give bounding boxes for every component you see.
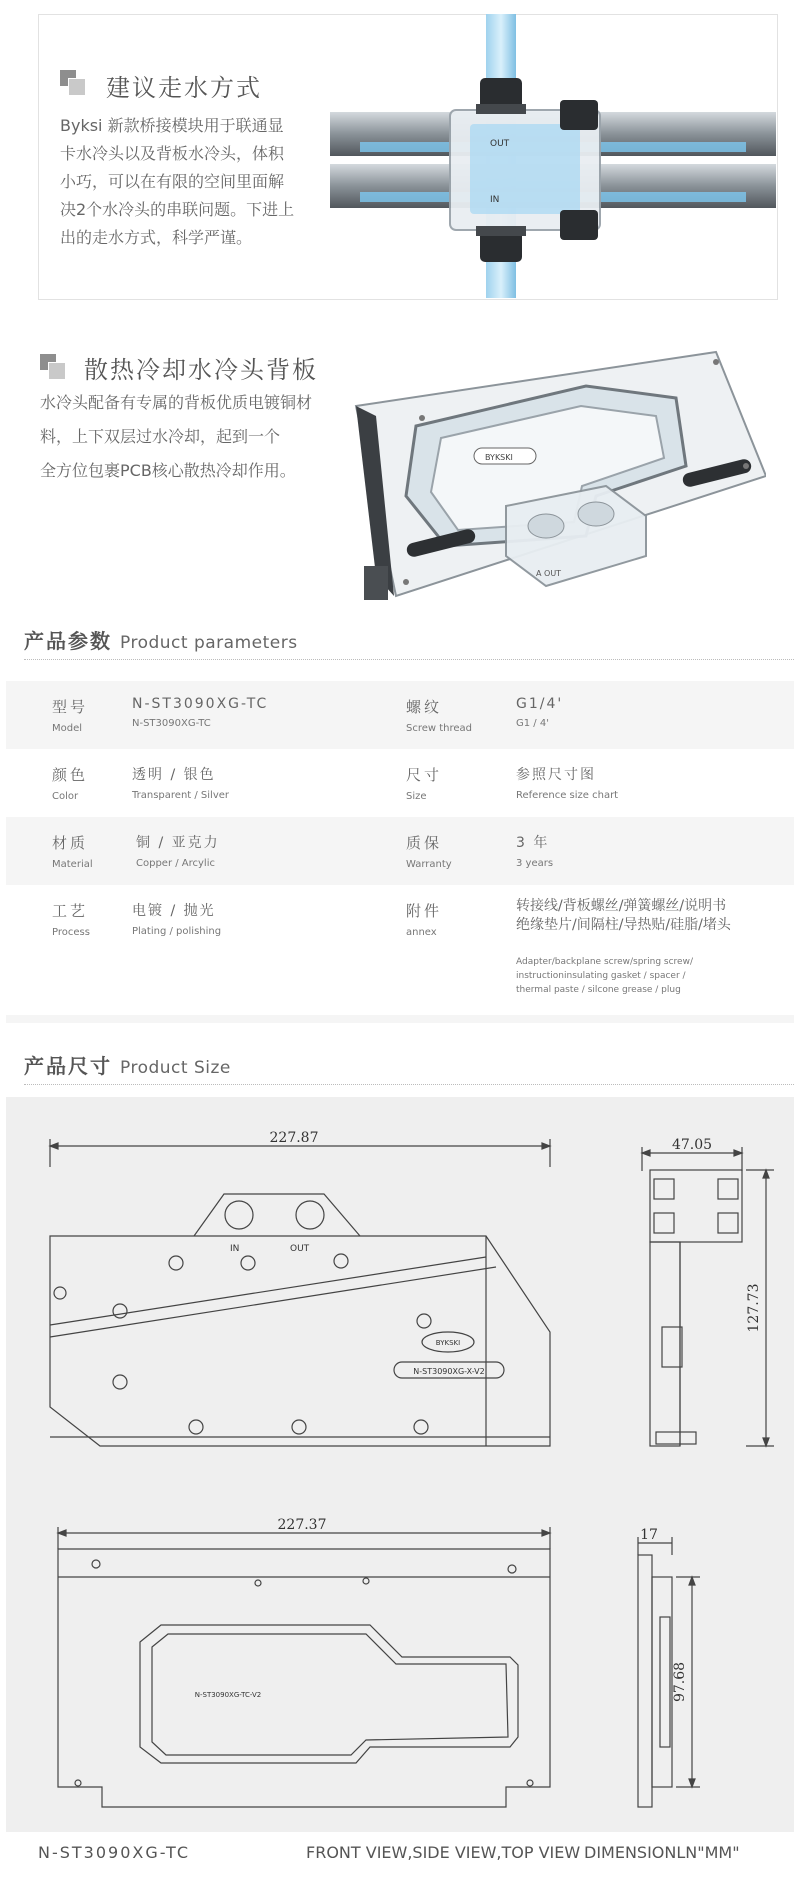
back-side-height-dim: 97.68 bbox=[672, 1661, 688, 1703]
back-model-label: N-ST3090XG-TC-V2 bbox=[194, 1691, 262, 1699]
section1-line: 卡水冷头以及背板水冷头，体积 bbox=[60, 144, 285, 163]
size-header-en: Product Size bbox=[120, 1058, 231, 1078]
side-width-dim: 47.05 bbox=[671, 1137, 713, 1153]
front-width-dim: 227.87 bbox=[269, 1130, 319, 1146]
value-process: 电镀 / 抛光 bbox=[132, 903, 216, 919]
value-size-en: Reference size chart bbox=[516, 790, 619, 801]
label-process: 工艺 bbox=[52, 902, 89, 920]
value-warranty: 3 年 bbox=[516, 835, 550, 851]
value-annex-en-line: instructioninsulating gasket / spacer / bbox=[516, 971, 686, 981]
params-header-cn: 产品参数 bbox=[24, 629, 112, 653]
section1-line: 决2个水冷头的串联问题。下进上 bbox=[60, 200, 295, 219]
label-screw-thread: 螺纹 bbox=[406, 698, 443, 716]
side-height-dim: 127.73 bbox=[746, 1283, 762, 1333]
section-square-icon bbox=[40, 354, 66, 380]
section1-description bbox=[60, 112, 294, 252]
section2-line: 全方位包裹PCB核心散热冷却作用。 bbox=[40, 461, 296, 480]
bottom-model: N-ST3090XG-TC bbox=[38, 1843, 191, 1862]
size-header bbox=[24, 1050, 794, 1085]
label-color: 颜色 bbox=[52, 766, 89, 784]
label-annex-en: annex bbox=[406, 927, 437, 938]
label-warranty: 质保 bbox=[406, 834, 443, 852]
side-terminal bbox=[650, 1170, 742, 1242]
label-screw-thread-en: Screw thread bbox=[406, 723, 473, 734]
section1-line: 出的走水方式，科学严谨。 bbox=[60, 228, 253, 247]
value-screw-thread: G1/4' bbox=[516, 696, 564, 712]
front-terminal bbox=[194, 1194, 360, 1236]
section2-line: 水冷头配备有专属的背板优质电镀铜材 bbox=[40, 393, 313, 412]
section1-title: 建议走水方式 bbox=[106, 74, 262, 102]
label-annex: 附件 bbox=[406, 902, 443, 920]
label-color-en: Color bbox=[52, 791, 79, 802]
backplate-photo bbox=[346, 346, 766, 626]
section1-line: Byksi 新款桥接模块用于联通显 bbox=[60, 116, 284, 135]
block-out-label: A OUT bbox=[536, 569, 562, 578]
value-model: N-ST3090XG-TC bbox=[132, 696, 269, 712]
label-material: 材质 bbox=[52, 834, 89, 852]
back-width-dim: 227.37 bbox=[277, 1517, 327, 1533]
front-out-label: OUT bbox=[290, 1244, 310, 1254]
value-material-en: Copper / Arcylic bbox=[136, 858, 215, 869]
section2-title: 散热冷却水冷头背板 bbox=[84, 356, 318, 384]
table-row bbox=[6, 885, 794, 1015]
value-material: 铜 / 亚克力 bbox=[136, 835, 220, 851]
table-row bbox=[6, 817, 794, 885]
label-warranty-en: Warranty bbox=[406, 859, 452, 870]
label-process-en: Process bbox=[52, 927, 90, 938]
section1-line: 小巧，可以在有限的空间里面解 bbox=[60, 172, 285, 191]
bottom-dimension: DIMENSIONLN"MM" bbox=[584, 1843, 740, 1862]
value-annex-line: 绝缘垫片/间隔柱/导热贴/硅脂/堵头 bbox=[516, 917, 731, 933]
value-annex-en-line: Adapter/backplane screw/spring screw/ bbox=[516, 957, 693, 967]
table-row bbox=[6, 749, 794, 817]
value-size: 参照尺寸图 bbox=[516, 767, 596, 783]
out-label: OUT bbox=[490, 139, 510, 149]
front-logo: BYKSKI bbox=[435, 1339, 461, 1347]
bottom-views: FRONT VIEW,SIDE VIEW,TOP VIEW bbox=[306, 1843, 581, 1862]
section2-description bbox=[40, 386, 312, 488]
front-in-label: IN bbox=[230, 1244, 240, 1254]
front-model-label: N-ST3090XG-X-V2 bbox=[413, 1367, 485, 1376]
label-material-en: Material bbox=[52, 859, 93, 870]
value-model-en: N-ST3090XG-TC bbox=[132, 718, 211, 729]
value-annex-line: 转接线/背板螺丝/弹簧螺丝/说明书 bbox=[516, 898, 727, 914]
front-body bbox=[50, 1236, 550, 1446]
value-annex-en-line: thermal paste / silcone grease / plug bbox=[516, 985, 681, 995]
label-size-en: Size bbox=[406, 791, 427, 802]
label-size: 尺寸 bbox=[406, 766, 443, 784]
section2-line: 料，上下双层过水冷却，起到一个 bbox=[40, 427, 281, 446]
label-model: 型号 bbox=[52, 698, 89, 716]
section-square-icon bbox=[60, 70, 86, 96]
value-screw-thread-en: G1 / 4' bbox=[516, 718, 549, 729]
back-body bbox=[58, 1549, 550, 1807]
value-process-en: Plating / polishing bbox=[132, 926, 222, 937]
size-header-cn: 产品尺寸 bbox=[24, 1054, 112, 1078]
table-row bbox=[6, 681, 794, 749]
label-model-en: Model bbox=[52, 723, 83, 734]
bridge-module-photo bbox=[330, 14, 776, 298]
back-side-body bbox=[638, 1555, 652, 1807]
in-label: IN bbox=[490, 195, 500, 205]
technical-drawing bbox=[6, 1097, 794, 1832]
value-warranty-en: 3 years bbox=[516, 858, 554, 869]
back-side-width-dim: 17 bbox=[640, 1527, 658, 1543]
plate-logo: BYKSKI bbox=[485, 453, 513, 462]
params-header bbox=[24, 625, 794, 660]
value-color: 透明 / 银色 bbox=[132, 767, 216, 783]
value-color-en: Transparent / Silver bbox=[132, 790, 230, 801]
params-table bbox=[6, 681, 794, 1023]
params-header-en: Product parameters bbox=[120, 633, 298, 653]
